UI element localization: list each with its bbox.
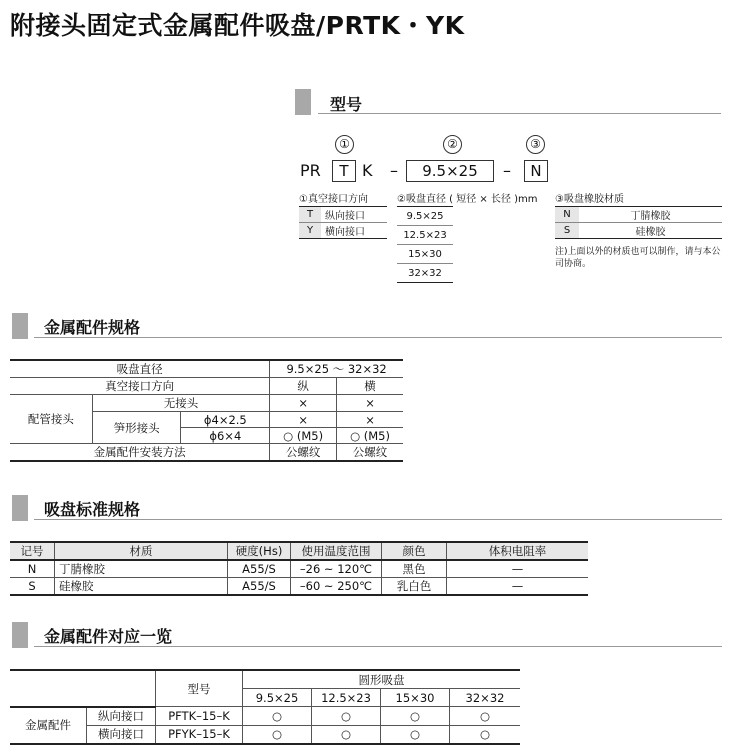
- compat-mark: ○: [381, 725, 450, 744]
- dia-value: 9.5×25 ～ 32×32: [270, 360, 403, 378]
- code-dash-1: –: [390, 161, 398, 180]
- material-code: N: [555, 207, 579, 223]
- code-box-material: N: [524, 160, 548, 182]
- compat-model: PFTK–15–K: [156, 707, 243, 726]
- page-title: 附接头固定式金属配件吸盘/PRTK・YK: [10, 11, 465, 40]
- pad-header: 材质: [55, 542, 228, 560]
- pad-cell: 硅橡胶: [55, 578, 228, 596]
- pad-cell: —: [447, 578, 589, 596]
- pad-cell: S: [10, 578, 55, 596]
- section-marker: [12, 313, 28, 339]
- circle-2: ②: [443, 135, 462, 154]
- material-table: [555, 206, 722, 239]
- compat-port: 横向接口: [87, 725, 156, 744]
- pad-cell: —: [447, 560, 589, 578]
- port-desc: 横向接口: [325, 227, 365, 238]
- pad-cell: 乳白色: [382, 578, 447, 596]
- port-code: Y: [299, 223, 321, 239]
- compat-mark: ○: [312, 725, 381, 744]
- circle-3: ③: [526, 135, 545, 154]
- pad-table: [10, 541, 588, 596]
- pad-cell: 丁腈橡胶: [55, 560, 228, 578]
- barb2-v: ○ (M5): [270, 428, 337, 444]
- compat-mark: ○: [450, 725, 521, 744]
- port-desc: 纵向接口: [325, 211, 365, 222]
- compat-model-header: 型号: [156, 670, 243, 707]
- compat-mark: ○: [243, 725, 312, 744]
- section-rule: [318, 113, 721, 114]
- barb2-label: ϕ6×4: [181, 428, 270, 444]
- barb1-v: ×: [270, 412, 337, 428]
- code-dash-2: –: [503, 161, 511, 180]
- mount-h: 公螺纹: [337, 444, 403, 462]
- port-vertical: 纵: [270, 378, 337, 395]
- code-box-size: 9.5×25: [406, 160, 494, 182]
- compat-section-title: 金属配件对应一览: [44, 627, 173, 646]
- pad-header: 硬度(Hs): [228, 542, 291, 560]
- port-label: 真空接口方向: [10, 378, 270, 395]
- no-fitting-label: 无接头: [92, 395, 269, 412]
- mount-v: 公螺纹: [270, 444, 337, 462]
- compat-corner: [10, 670, 156, 707]
- port-code: T: [299, 207, 321, 223]
- barb-label: 笋形接头: [92, 412, 181, 444]
- code-k: K: [362, 161, 373, 180]
- pad-header: 记号: [10, 542, 55, 560]
- compat-mark: ○: [381, 707, 450, 726]
- compat-mark: ○: [243, 707, 312, 726]
- size-option: 9.5×25: [406, 210, 444, 222]
- code-prefix: PR: [300, 161, 321, 180]
- pad-header: 体积电阻率: [447, 542, 589, 560]
- section-marker: [12, 495, 28, 521]
- size-option: 32×32: [408, 267, 442, 279]
- compat-size: 12.5×23: [312, 689, 381, 707]
- barb1-h: ×: [337, 412, 403, 428]
- dia-label: 吸盘直径: [10, 360, 270, 378]
- compat-port: 纵向接口: [87, 707, 156, 726]
- code-box-port: T: [332, 160, 356, 182]
- port-table: [299, 206, 387, 239]
- compat-model: PFYK–15–K: [156, 725, 243, 744]
- pad-header: 使用温度范围: [291, 542, 382, 560]
- pad-cell: N: [10, 560, 55, 578]
- piping-label: 配管接头: [10, 395, 92, 444]
- material-code: S: [555, 223, 579, 239]
- port-caption: ①真空接口方向: [299, 194, 368, 205]
- compat-size: 32×32: [450, 689, 521, 707]
- material-caption: ③吸盘橡胶材质: [555, 194, 624, 205]
- material-name: 硅橡胶: [635, 227, 666, 238]
- material-note: 注)上面以外的材质也可以制作，请与本公司协商。: [555, 247, 721, 269]
- pad-cell: A55/S: [228, 560, 291, 578]
- spec-section-title: 金属配件规格: [44, 318, 141, 337]
- pad-cell: 黑色: [382, 560, 447, 578]
- model-section-title: 型号: [330, 95, 363, 114]
- size-caption: ②吸盘直径 ( 短径 × 长径 )mm: [397, 194, 538, 205]
- barb1-label: ϕ4×2.5: [181, 412, 270, 428]
- no-fitting-h: ×: [337, 395, 403, 412]
- size-table: [397, 206, 453, 283]
- pad-cell: A55/S: [228, 578, 291, 596]
- pad-section-title: 吸盘标准规格: [44, 500, 141, 519]
- section-marker: [12, 622, 28, 648]
- mount-label: 金属配件安装方法: [10, 444, 270, 462]
- circle-1: ①: [335, 135, 354, 154]
- compat-mark: ○: [450, 707, 521, 726]
- no-fitting-v: ×: [270, 395, 337, 412]
- size-option: 12.5×23: [403, 229, 447, 241]
- pad-header: 颜色: [382, 542, 447, 560]
- pad-cell: –26 ~ 120℃: [291, 560, 382, 578]
- size-option: 15×30: [408, 248, 442, 260]
- port-horizontal: 横: [337, 378, 403, 395]
- section-marker: [295, 89, 311, 115]
- material-name: 丁腈橡胶: [630, 211, 671, 222]
- compat-group-label: 金属配件: [10, 707, 87, 744]
- compat-size: 9.5×25: [243, 689, 312, 707]
- spec-table: [10, 359, 403, 462]
- compat-round-header: 圆形吸盘: [243, 670, 521, 689]
- compat-size: 15×30: [381, 689, 450, 707]
- compat-mark: ○: [312, 707, 381, 726]
- compat-table: [10, 669, 520, 745]
- barb2-h: ○ (M5): [337, 428, 403, 444]
- pad-cell: –60 ~ 250℃: [291, 578, 382, 596]
